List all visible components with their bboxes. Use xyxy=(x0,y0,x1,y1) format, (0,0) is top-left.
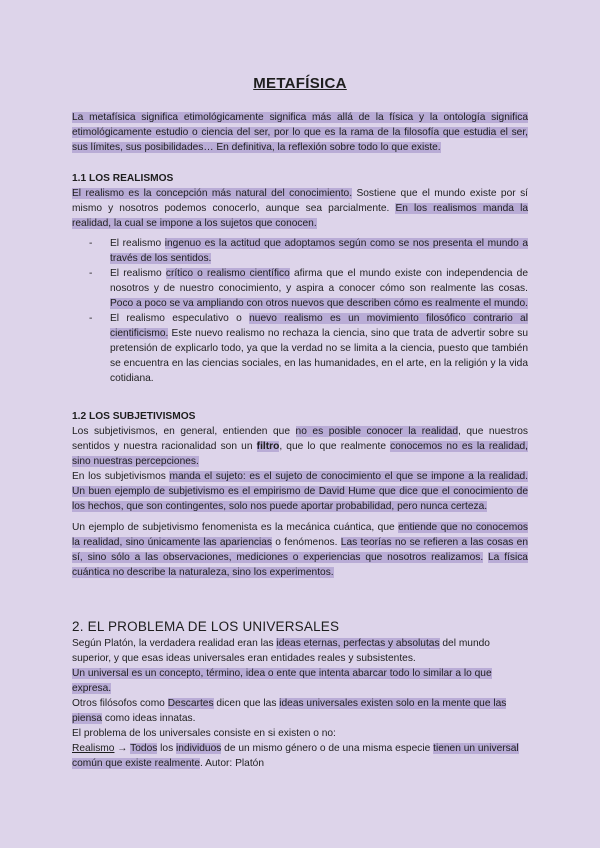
text: Los subjetivismos, en general, entienden que xyxy=(72,426,296,437)
text: Según Platón, la verdadera realidad eran las xyxy=(72,638,277,649)
text: afirma que el mundo existe con independencia de nosotros y de nuestro conocimiento, y aspira a conocer cómo son realmente las cosas. xyxy=(110,268,528,294)
universales-line-5 xyxy=(72,741,528,771)
highlight: entiende que no conocemos la realidad, sino únicamente las apariencias xyxy=(72,522,528,548)
text: Sostiene que el mundo existe por sí mismo y nosotros podemos conocerlo, aunque sea parcialmente. xyxy=(72,188,528,214)
universales-line-1 xyxy=(72,636,528,666)
highlight: Poco a poco se va ampliando con otros nuevos que describen cómo es realmente el mundo. xyxy=(110,298,528,309)
section-universales xyxy=(72,619,528,771)
highlight: La física cuántica no describe la naturaleza, sino los experimentos. xyxy=(72,552,528,578)
highlight: Un buen ejemplo de subjetivismo es el empirismo de David Hume que dice que el conocimiento de los hechos, que son contingentes, solo nos puede aportar probabilidad, pero nunca certeza. xyxy=(72,486,528,512)
highlight: individuos xyxy=(176,743,222,754)
highlight: nuevo realismo es un movimiento filosófico contrario al cientificismo. xyxy=(110,313,528,339)
section-heading-universales: 2. EL PROBLEMA DE LOS UNIVERSALES xyxy=(72,619,340,634)
universales-line-2 xyxy=(72,666,528,696)
highlight: En los realismos manda la realidad, la cual se impone a los sujetos que conocen. xyxy=(72,203,529,229)
text: Un ejemplo de subjetivismo fenomenista es la mecánica cuántica, que xyxy=(72,522,399,533)
text: de un mismo género o de una misma especie xyxy=(221,743,434,754)
text: El realismo xyxy=(110,268,166,279)
universales-line-3 xyxy=(72,696,528,726)
underlined-term: Realismo xyxy=(72,743,115,754)
list-item xyxy=(90,236,528,266)
list-item xyxy=(90,311,528,386)
text: . Autor: Platón xyxy=(199,758,264,769)
highlight: no es posible conocer la realidad xyxy=(295,426,459,437)
subjetivismos-paragraph-3 xyxy=(72,520,528,580)
text: El realismo xyxy=(110,238,165,249)
section-heading-realismos: 1.1 LOS REALISMOS xyxy=(72,173,174,184)
highlight: Un universal es un concepto, término, idea o ente que intenta abarcar todo lo similar a lo que expresa. xyxy=(72,668,492,694)
realismos-paragraph xyxy=(72,186,528,231)
highlight: ideas eternas, perfectas y absolutas xyxy=(276,638,440,649)
section-realismos xyxy=(72,171,528,386)
highlight: crítico o realismo científico xyxy=(165,268,290,279)
text: , que nuestros sentidos y nuestra racionalidad son un xyxy=(72,426,528,452)
text: El problema de los universales consiste en si existen o no: xyxy=(72,728,336,739)
highlight: Descartes xyxy=(167,698,214,709)
text: dicen que las xyxy=(213,698,280,709)
intro-text: La metafísica significa etimológicamente significa más allá de la física y la ontología significa etimológicamente estudio o ciencia del ser, por lo que es la rama de la filosofía que estudia el ser, sus límites, sus posibilidades… En definitiva, la reflexión sobre todo lo que existe. xyxy=(72,112,528,153)
highlight: ingenuo es la actitud que adoptamos según como se nos presenta el mundo a través de los sentidos. xyxy=(110,238,528,264)
text: como ideas innatas. xyxy=(102,713,196,724)
highlight: Todos xyxy=(130,743,158,754)
highlight: ideas universales existen solo en la mente que las piensa xyxy=(72,698,507,724)
page-title: METAFÍSICA xyxy=(253,75,347,92)
highlight: tienen un universal común que existe realmente xyxy=(72,743,519,769)
text: , que lo que realmente xyxy=(279,441,391,452)
list-item xyxy=(90,266,528,311)
text: los xyxy=(157,743,177,754)
intro-paragraph xyxy=(72,110,528,155)
text: Este nuevo realismo no rechaza la ciencia, sino que trata de advertir sobre su pretensión de explicarlo todo, ya que la verdad no se limita a la ciencia, puesto que también se encuentra en las ciencias sociales, en las humanidades, en el arte, en la religión y la vida cotidiana. xyxy=(110,328,528,384)
subjetivismos-paragraph-1 xyxy=(72,424,528,469)
text: El realismo especulativo o xyxy=(110,313,250,324)
text: del mundo superior, y que esas ideas universales eran entidades reales y subsistentes. xyxy=(72,638,490,664)
text: Otros filósofos como xyxy=(72,698,168,709)
text: o fenómenos. xyxy=(271,537,341,548)
highlight: conocemos no es la realidad, sino nuestras percepciones. xyxy=(72,441,528,467)
arrow: → xyxy=(114,743,131,754)
section-subjetivismos xyxy=(72,409,528,580)
highlight: manda el sujeto: es el sujeto de conocimiento el que se impone a la realidad. xyxy=(169,471,528,482)
highlight-bold: filtro xyxy=(256,441,280,452)
realismos-list xyxy=(72,236,528,386)
universales-line-4 xyxy=(72,726,528,741)
highlight: El realismo es la concepción más natural del conocimiento. xyxy=(72,188,353,199)
subjetivismos-paragraph-2 xyxy=(72,469,528,514)
text: En los subjetivismos xyxy=(72,471,170,482)
section-heading-subjetivismos: 1.2 LOS SUBJETIVISMOS xyxy=(72,411,196,422)
highlight: Las teorías no se refieren a las cosas en sí, sino sólo a las observaciones, mediciones o experiencias que nosotros realizamos. xyxy=(72,537,528,563)
